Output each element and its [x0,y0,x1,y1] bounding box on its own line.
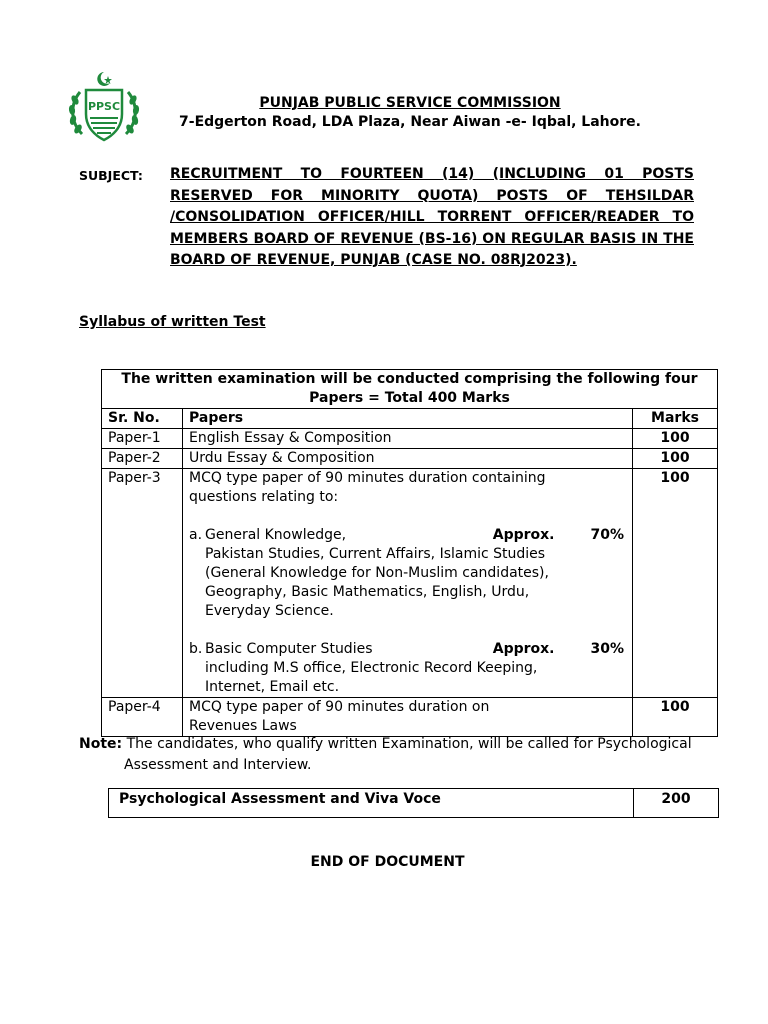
note-label: Note: [79,736,123,752]
logo-text: PPSC [87,100,121,113]
item-title: Basic Computer Studies [205,641,373,657]
org-address: 7-Edgerton Road, LDA Plaza, Near Aiwan -e- Iqbal, Lahore. [179,114,641,130]
item-approx: Approx. [492,527,555,543]
syllabus-heading: Syllabus of written Test [79,314,266,330]
table-row [102,698,718,737]
paper-marks: 100 [633,698,718,737]
table-intro-row [102,370,718,409]
item-title: General Knowledge, [205,527,347,543]
viva-label: Psychological Assessment and Viva Voce [109,789,634,818]
paper-marks: 100 [633,449,718,469]
org-name: PUNJAB PUBLIC SERVICE COMMISSION [259,95,561,111]
note-text-continued: Assessment and Interview. [124,757,312,773]
item-approx: Approx. [492,641,555,657]
paper-title: English Essay & Composition [183,429,633,449]
column-header-papers: Papers [183,409,633,429]
item-letter: a. [189,527,203,543]
paper-marks: 100 [633,429,718,449]
table-row [102,429,718,449]
syllabus-item [189,640,626,697]
paper-marks: 100 [633,469,718,698]
column-header-sr: Sr. No. [102,409,183,429]
syllabus-item [189,526,626,621]
item-percent: 70% [590,527,624,543]
table-header-row [102,409,718,429]
table-row [102,469,718,698]
paper-sr: Paper-2 [102,449,183,469]
item-detail: Pakistan Studies, Current Affairs, Islamic Studies (General Knowledge for Non-Muslim candidates), Geography, Basic Mathematics, English, Urdu, Everyday Science. [205,546,549,619]
paper-title: MCQ type paper of 90 minutes duration containing questions relating to: [189,470,546,505]
paper-sr: Paper-1 [102,429,183,449]
table-row [109,789,719,818]
column-header-marks: Marks [633,409,718,429]
end-of-document: END OF DOCUMENT [310,854,465,870]
subject-text: RECRUITMENT TO FOURTEEN (14) (INCLUDING 01 POSTS RESERVED FOR MINORITY QUOTA) POSTS OF TEHSILDAR /CONSOLIDATION OFFICER/HILL TORRENT OFFICER/READER TO MEMBERS BOARD OF REVENUE (BS-16) ON REGULAR BASIS IN THE BOARD OF REVENUE, PUNJAB (CASE NO. 08RJ2023). [170,166,694,268]
paper-title-line: Revenues Laws [189,718,297,734]
viva-table [108,788,719,818]
table-row [102,449,718,469]
paper-description [183,698,633,737]
subject-label: SUBJECT: [79,168,143,183]
paper-title: Urdu Essay & Composition [183,449,633,469]
paper-title-line: MCQ type paper of 90 minutes duration on [189,699,490,715]
syllabus-table [101,369,718,737]
paper-sr: Paper-3 [102,469,183,698]
note [79,734,695,776]
table-intro: The written examination will be conducted comprising the following four Papers = Total 400 Marks [102,370,718,409]
item-detail: including M.S office, Electronic Record Keeping, Internet, Email etc. [205,660,538,695]
item-percent: 30% [590,641,624,657]
paper-description [183,469,633,698]
item-letter: b. [189,641,203,657]
viva-marks: 200 [634,789,719,818]
note-text: The candidates, who qualify written Examination, will be called for Psychological [126,736,692,752]
paper-sr: Paper-4 [102,698,183,737]
